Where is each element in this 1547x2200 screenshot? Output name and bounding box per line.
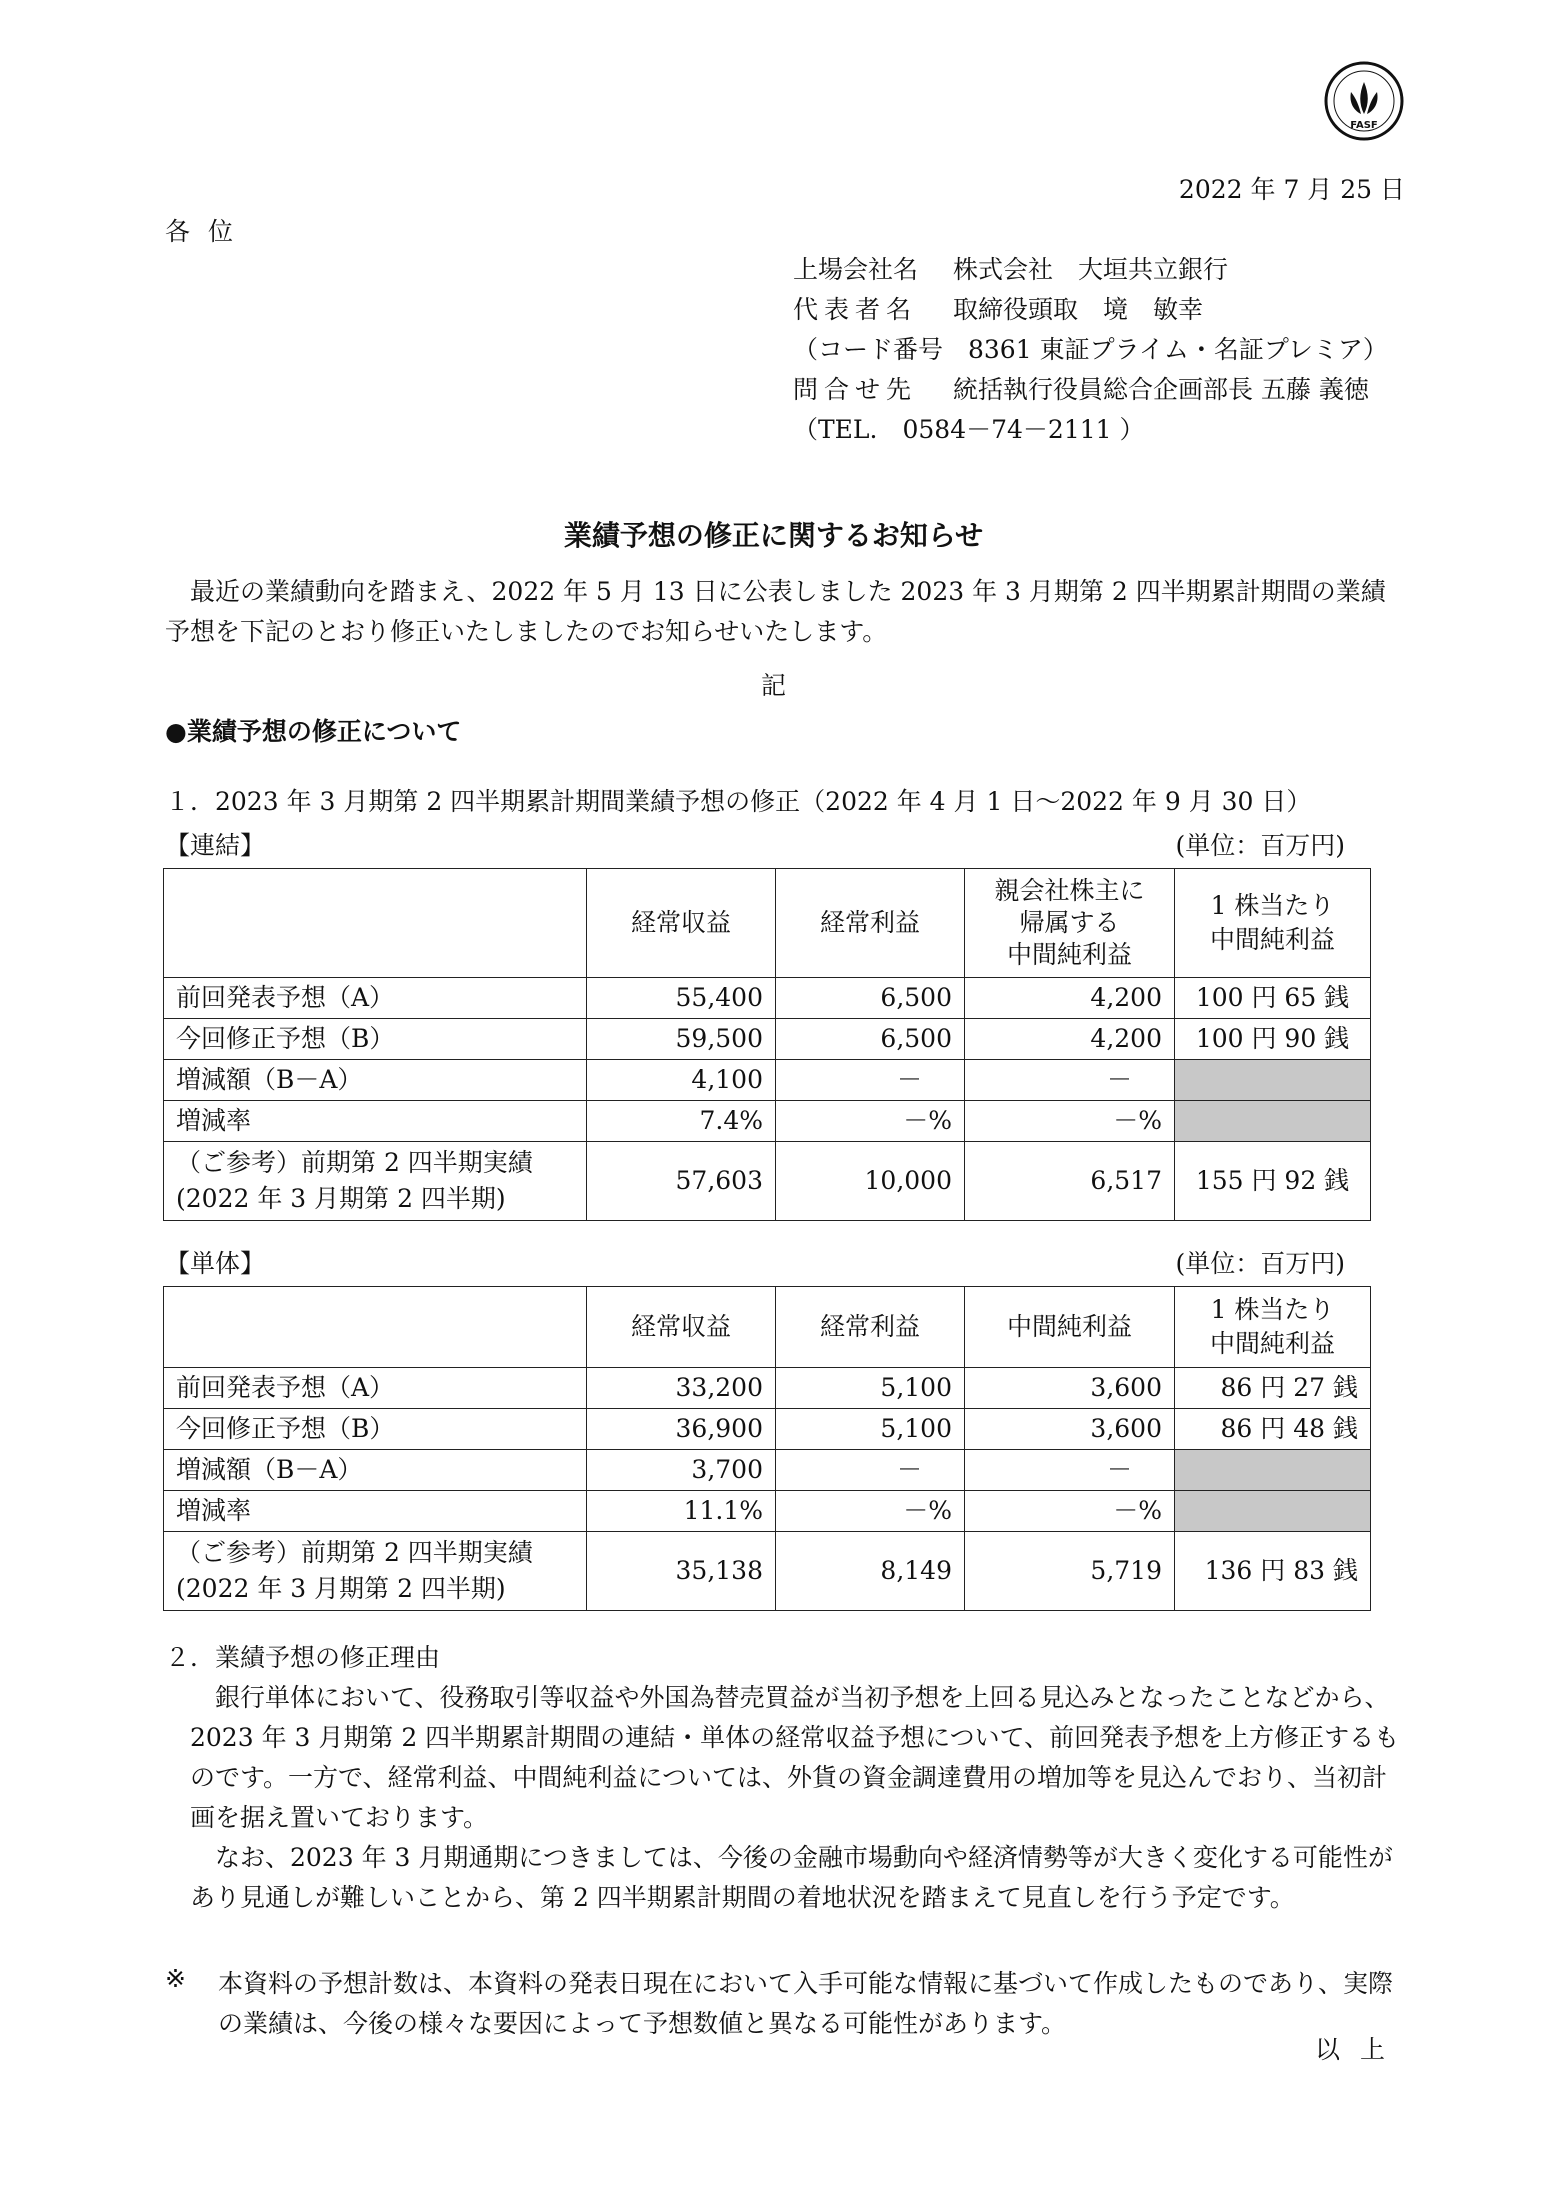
table-cell: － xyxy=(776,1450,965,1491)
table-row xyxy=(164,1019,1371,1060)
table-row xyxy=(164,1368,1371,1409)
document-date: 2022 年 7 月 25 日 xyxy=(1178,175,1405,204)
table-cell: －% xyxy=(965,1101,1175,1142)
header-cell: 経常収益 xyxy=(587,869,776,978)
table-cell: 5,100 xyxy=(776,1368,965,1409)
table-cell: 6,517 xyxy=(965,1142,1175,1221)
intro-paragraph: 最近の業績動向を踏まえ、2022 年 5 月 13 日に公表しました 2023 年 3 月期第 2 四半期累計期間の業績予想を下記のとおり修正いたしましたのでお知らせいたします。 xyxy=(165,577,1386,646)
table-cell: 6,500 xyxy=(776,978,965,1019)
table-cell: 155 円 92 銭 xyxy=(1175,1142,1371,1221)
contact-line xyxy=(793,370,1388,410)
representative-label: 代表者名 xyxy=(793,295,918,324)
table-cell: 5,100 xyxy=(776,1409,965,1450)
table-cell: － xyxy=(776,1060,965,1101)
table-header-row xyxy=(164,869,1371,978)
row-label: 前回発表予想（A） xyxy=(164,1368,587,1409)
company-label: 上場会社名 xyxy=(793,255,919,284)
table-row xyxy=(164,1450,1371,1491)
header-cell: 経常利益 xyxy=(776,1287,965,1368)
row-label: （ご参考）前期第 2 四半期実績 (2022 年 3 月期第 2 四半期) xyxy=(164,1142,587,1221)
table-cell-shaded xyxy=(1175,1060,1371,1101)
header-cell: 経常利益 xyxy=(776,869,965,978)
table-row xyxy=(164,978,1371,1019)
heading-revision-reason: ２．業績予想の修正理由 xyxy=(165,1643,441,1672)
table-cell: 86 円 27 銭 xyxy=(1175,1368,1371,1409)
note-mark: ※ xyxy=(165,1964,186,1993)
consolidated-unit: (単位：百万円) xyxy=(1175,831,1345,860)
representative-value: 取締役頭取 境 敏幸 xyxy=(953,295,1204,324)
tel-line: （TEL. 0584－74－2111 ） xyxy=(793,415,1145,444)
table-row xyxy=(164,1409,1371,1450)
fasf-logo-text: FASF xyxy=(1350,120,1378,131)
contact-label: 問合せ先 xyxy=(793,375,918,404)
reason-paragraph-2: なお、2023 年 3 月期通期につきましては、今後の金融市場動向や経済情勢等が大きく変化する可能性があり見通しが難しいことから、第 2 四半期累計期間の着地状況を踏まえて見直しを行う予定です。 xyxy=(190,1843,1393,1912)
table-row xyxy=(164,1491,1371,1532)
table-cell: 55,400 xyxy=(587,978,776,1019)
company-line xyxy=(793,250,1388,290)
row-label: 今回修正予想（B） xyxy=(164,1019,587,1060)
table-row xyxy=(164,1101,1371,1142)
table-cell: 100 円 65 銭 xyxy=(1175,978,1371,1019)
page-title: 業績予想の修正に関するお知らせ xyxy=(563,519,984,552)
representative-line xyxy=(793,290,1388,330)
standalone-unit: (単位：百万円) xyxy=(1175,1249,1345,1278)
sender-block xyxy=(793,250,1388,450)
table-cell: 6,500 xyxy=(776,1019,965,1060)
table-cell: 8,149 xyxy=(776,1532,965,1611)
standalone-table xyxy=(163,1286,1371,1611)
table-cell: 35,138 xyxy=(587,1532,776,1611)
table-cell: 33,200 xyxy=(587,1368,776,1409)
table-cell: －% xyxy=(776,1101,965,1142)
row-label: 前回発表予想（A） xyxy=(164,978,587,1019)
header-cell: 中間純利益 xyxy=(965,1287,1175,1368)
table-cell: 4,100 xyxy=(587,1060,776,1101)
table-cell: 136 円 83 銭 xyxy=(1175,1532,1371,1611)
table-cell: 4,200 xyxy=(965,978,1175,1019)
table-header-row xyxy=(164,1287,1371,1368)
row-label: 増減率 xyxy=(164,1101,587,1142)
reason-paragraph-1: 銀行単体において、役務取引等収益や外国為替売買益が当初予想を上回る見込みとなったことなどから、2023 年 3 月期第 2 四半期累計期間の連結・単体の経常収益予想について、前回発表予想を上方修正するものです。一方で、経常利益、中間純利益については、外貨の資金調達費用の増加等を見込んでおり、当初計画を据え置いております。 xyxy=(190,1683,1400,1832)
table-cell: 11.1% xyxy=(587,1491,776,1532)
table-cell: 10,000 xyxy=(776,1142,965,1221)
row-label: 増減率 xyxy=(164,1491,587,1532)
fasf-seal-icon xyxy=(1323,60,1405,142)
table-cell: 57,603 xyxy=(587,1142,776,1221)
table-cell: 7.4% xyxy=(587,1101,776,1142)
header-cell-blank xyxy=(164,869,587,978)
table-row xyxy=(164,1142,1371,1221)
table-cell: 86 円 48 銭 xyxy=(1175,1409,1371,1450)
table-row xyxy=(164,1060,1371,1101)
consolidated-label: 【連結】 xyxy=(165,831,266,860)
header-cell: 1 株当たり 中間純利益 xyxy=(1175,1287,1371,1368)
table-cell: 5,719 xyxy=(965,1532,1175,1611)
disclaimer-note: 本資料の予想計数は、本資料の発表日現在において入手可能な情報に基づいて作成したものであり、実際の業績は、今後の様々な要因によって予想数値と異なる可能性があります。 xyxy=(218,1969,1394,2038)
company-value: 株式会社 大垣共立銀行 xyxy=(953,255,1229,284)
table-row xyxy=(164,1532,1371,1611)
table-cell: 3,700 xyxy=(587,1450,776,1491)
header-cell: 1 株当たり 中間純利益 xyxy=(1175,869,1371,978)
table-cell-shaded xyxy=(1175,1450,1371,1491)
table-cell: － xyxy=(965,1450,1175,1491)
table-cell: 4,200 xyxy=(965,1019,1175,1060)
table-cell: － xyxy=(965,1060,1175,1101)
table-cell: 100 円 90 銭 xyxy=(1175,1019,1371,1060)
standalone-label: 【単体】 xyxy=(165,1249,266,1278)
row-label: 増減額（B－A） xyxy=(164,1450,587,1491)
header-cell-blank xyxy=(164,1287,587,1368)
contact-value: 統括執行役員総合企画部長 五藤 義徳 xyxy=(953,375,1369,404)
header-cell: 経常収益 xyxy=(587,1287,776,1368)
code-line: （コード番号 8361 東証プライム・名証プレミア） xyxy=(793,335,1388,364)
table-cell: 3,600 xyxy=(965,1368,1175,1409)
header-cell: 親会社株主に 帰属する 中間純利益 xyxy=(965,869,1175,978)
addressee: 各位 xyxy=(165,217,252,246)
table-cell: －% xyxy=(776,1491,965,1532)
table-cell-shaded xyxy=(1175,1101,1371,1142)
section-heading: ●業績予想の修正について xyxy=(165,717,462,746)
table-cell-shaded xyxy=(1175,1491,1371,1532)
row-label: 今回修正予想（B） xyxy=(164,1409,587,1450)
consolidated-table xyxy=(163,868,1371,1221)
table-cell: －% xyxy=(965,1491,1175,1532)
table-cell: 36,900 xyxy=(587,1409,776,1450)
table-cell: 59,500 xyxy=(587,1019,776,1060)
row-label: （ご参考）前期第 2 四半期実績 (2022 年 3 月期第 2 四半期) xyxy=(164,1532,587,1611)
ki-mark: 記 xyxy=(760,671,786,700)
table-cell: 3,600 xyxy=(965,1409,1175,1450)
row-label: 増減額（B－A） xyxy=(164,1060,587,1101)
heading-forecast-revision: １．2023 年 3 月期第 2 四半期累計期間業績予想の修正（2022 年 4 月 1 日～2022 年 9 月 30 日） xyxy=(165,787,1312,816)
closing-mark: 以上 xyxy=(1314,2035,1405,2064)
